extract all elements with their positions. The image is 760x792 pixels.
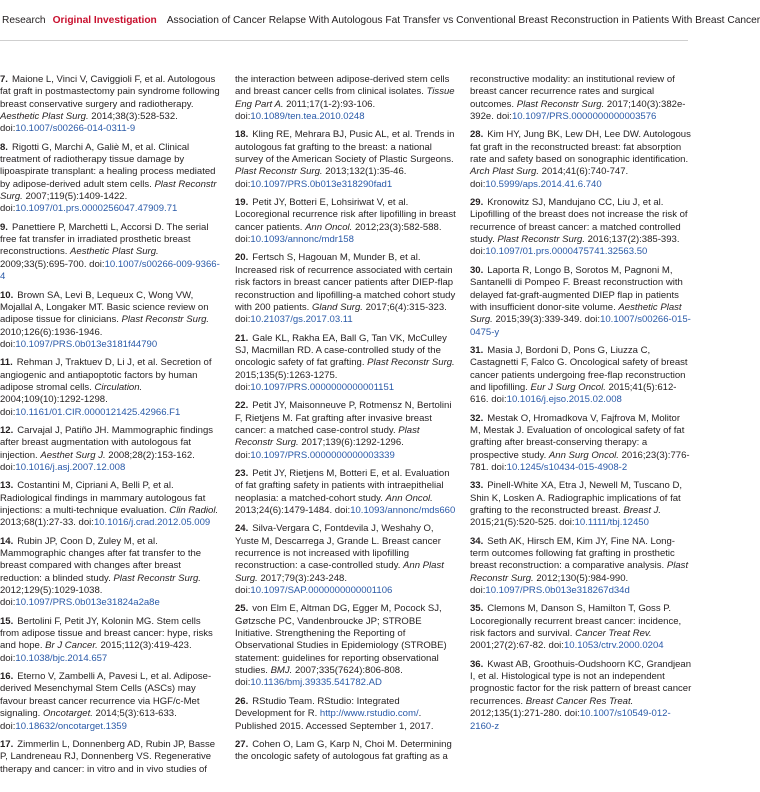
reference-doi-link[interactable]: 10.5999/aps.2014.41.6.740: [485, 178, 602, 190]
reference-journal: Plast Reconstr Surg.: [121, 314, 210, 326]
reference-citation: RStudio Team. RStudio: Integrated Development for R.: [235, 695, 400, 720]
reference-doi-link[interactable]: 10.1016/j.crad.2012.05.009: [93, 517, 211, 529]
reference-journal: Plast Reconstr Surg.: [235, 424, 420, 449]
reference-details: 2016;23(3):776-781. doi:: [470, 449, 690, 473]
reference-journal: Cancer Treat Rev.: [575, 628, 652, 640]
reference-number: 21.: [235, 332, 249, 344]
reference-number: 13.: [0, 480, 14, 492]
section-label: Research: [2, 14, 46, 26]
reference-number: 30.: [470, 264, 484, 276]
reference-journal: BMJ.: [270, 665, 293, 677]
reference-doi-link[interactable]: 10.1007/s00266-009-9366-4: [0, 258, 220, 283]
running-title: Association of Cancer Relapse With Autologous Fat Transfer vs Conventional Breast Reconstruction in Patients With Breast Cancer: [166, 14, 760, 26]
reference-trailing-text: . Published 2015. Accessed September 1, 2017.: [235, 708, 434, 732]
reference-entry: [235, 468, 457, 517]
reference-details: 2015;135(5):1263-1275. doi:: [235, 369, 338, 393]
reference-entry: [0, 425, 222, 474]
reference-number: 26.: [235, 695, 249, 707]
reference-entry: [0, 222, 222, 284]
reference-citation: Petit JY, Maisonneuve P, Rotmensz N, Bertolini F, Rietjens M. Fat grafting after invasive breast cancer: a matched case-control study.: [235, 400, 452, 436]
reference-doi-link[interactable]: 10.1136/bmj.39335.541782.AD: [250, 677, 382, 689]
reference-citation: Silva-Vergara C, Fontdevila J, Weshahy O, Yuste M, Descarrega J, Grande L. Breast cancer recurrence is not increased with lipofilling reconstruction: a case-controlled study.: [235, 523, 441, 572]
reference-citation: Seth AK, Hirsch EM, Kim JY, Fine NA. Long-term outcomes following fat grafting in prosthetic breast reconstruction: a comparative analysis.: [470, 535, 675, 572]
reference-details: 2015;112(3):419-423. doi:: [0, 640, 192, 664]
reference-journal: Ann Oncol.: [305, 221, 353, 233]
reference-doi-link[interactable]: http://www.rstudio.com/: [319, 708, 419, 720]
reference-doi-link[interactable]: 10.1093/annonc/mdr158: [250, 234, 354, 246]
reference-doi-link[interactable]: 10.1097/PRS.0b013e3181f44790: [15, 338, 158, 350]
reference-journal: Plast Reconstr Surg.: [367, 357, 455, 369]
reference-number: 17.: [0, 738, 14, 750]
reference-entry: [0, 536, 222, 610]
reference-number: 34.: [470, 535, 484, 547]
reference-doi-link[interactable]: 10.1097/PRS.0000000000001151: [250, 381, 395, 393]
reference-entry: [235, 74, 457, 123]
reference-doi-link[interactable]: 10.1097/PRS.0000000000003576: [511, 111, 657, 123]
reference-citation: Clemons M, Danson S, Hamilton T, Goss P. Locoregionally recurrent breast cancer: incidence, risk factors and survival.: [470, 603, 682, 640]
reference-details: 2013;24(6):1479-1484. doi:: [235, 505, 351, 516]
reference-citation: Petit JY, Rietjens M, Botteri E, et al. Evaluation of fat grafting safety in patients with intraepithelial neoplasia: a matched-cohort study.: [235, 467, 450, 504]
reference-journal: Aesthet Surg J.: [40, 449, 106, 461]
reference-journal: Ann Surg Oncol.: [548, 449, 619, 461]
reference-citation: Mestak O, Hromadkova V, Fajfrova M, Molitor M, Mestak J. Evaluation of oncological safety of fat grafting after breast-conserving therapy: a prospective study.: [470, 412, 685, 461]
reference-doi-link[interactable]: 10.1245/s10434-015-4908-2: [506, 461, 628, 473]
reference-doi-link[interactable]: 10.1007/s00266-014-0311-9: [15, 123, 136, 135]
reference-journal: Breast Cancer Res Treat.: [525, 695, 634, 707]
reference-journal: Breast J.: [623, 505, 662, 516]
reference-doi-link[interactable]: 10.1007/s10549-012-2160-z: [470, 708, 671, 732]
reference-number: 31.: [470, 344, 484, 356]
reference-number: 22.: [235, 400, 249, 412]
reference-column-3: [470, 74, 692, 739]
reference-number: 25.: [235, 603, 249, 615]
reference-journal: Br J Cancer.: [45, 640, 98, 652]
reference-doi-link[interactable]: 10.1093/annonc/mds660: [350, 505, 456, 516]
reference-entry: [235, 197, 457, 246]
reference-entry: [470, 197, 692, 259]
reference-details: 2016;137(2):385-393. doi:: [470, 234, 680, 258]
reference-details: 2017;139(6):1292-1296. doi:: [235, 437, 404, 461]
reference-details: 2008;28(2):153-162. doi:: [0, 449, 195, 473]
reference-entry: [0, 671, 222, 733]
reference-citation: Eterno V, Zambelli A, Pavesi L, et al. Adipose-derived Mesenchymal Stem Cells (ASCs) may favour breast cancer recurrence via HGF/c-Met signaling.: [0, 671, 212, 720]
reference-doi-link[interactable]: 10.1038/bjc.2014.657: [15, 652, 108, 664]
reference-details: 2015;39(3):339-349. doi:: [495, 314, 601, 326]
reference-number: 8.: [0, 141, 8, 153]
reference-journal: Aesthetic Plast Surg.: [70, 246, 159, 258]
reference-citation: Bertolini F, Petit JY, Kolonin MG. Stem cells from adipose tissue and breast cancer: hype, risks and hope.: [0, 615, 213, 652]
article-type-label: Original Investigation: [52, 14, 157, 26]
reference-details: 2015;41(5):612-616. doi:: [470, 381, 677, 406]
reference-details: 2017;6(4):315-323. doi:: [235, 301, 447, 326]
reference-entry: [0, 290, 222, 352]
reference-citation: Petit JY, Botteri E, Lohsiriwat V, et al. Locoregional recurrence risk after lipofilling in breast cancer patients.: [235, 197, 456, 233]
reference-doi-link[interactable]: 10.1097/PRS.0b013e31824a2a8e: [15, 597, 160, 609]
reference-number: 24.: [235, 523, 249, 535]
reference-column-2: [235, 74, 457, 770]
reference-number: 32.: [470, 412, 484, 424]
reference-column-1: [0, 74, 222, 782]
reference-entry: [470, 265, 692, 339]
reference-journal: Aesthetic Plast Surg.: [470, 301, 682, 326]
reference-entry: [470, 659, 692, 733]
reference-citation: Rigotti G, Marchi A, Galiè M, et al. Clinical treatment of radiotherapy tissue damage by lipoaspirate transplant: a healing process mediated by adipose-derived adult stem cells.: [0, 141, 216, 190]
reference-doi-link[interactable]: 10.1097/01.prs.0000256047.47909.71: [15, 203, 178, 215]
reference-entry: [235, 603, 457, 689]
reference-entry: [0, 74, 222, 136]
reference-number: 16.: [0, 671, 14, 683]
reference-doi-link[interactable]: 10.1097/PRS.0b013e318267d34d: [485, 585, 630, 597]
page-header: [0, 0, 760, 40]
reference-entry: [235, 129, 457, 191]
reference-entry: [470, 74, 692, 123]
reference-entry: [0, 142, 222, 216]
reference-journal: Plast Reconstr Surg.: [235, 166, 323, 178]
reference-doi-link[interactable]: 10.18632/oncotarget.1359: [15, 720, 127, 732]
reference-number: 9.: [0, 221, 8, 233]
reference-details: 2004;109(10):1292-1298. doi:: [0, 394, 108, 418]
reference-number: 35.: [470, 603, 484, 615]
reference-journal: Ann Plast Surg.: [235, 560, 444, 584]
reference-entry: [235, 523, 457, 597]
reference-number: 28.: [470, 129, 484, 141]
reference-citation: Gale KL, Rakha EA, Ball G, Tan VK, McCulley SJ, Macmillan RD. A case-controlled study of the oncologic safety of fat grafting.: [235, 332, 447, 369]
reference-entry: [470, 536, 692, 598]
reference-number: 36.: [470, 658, 484, 670]
reference-details: 2010;126(6):1936-1946. doi:: [0, 326, 103, 350]
reference-journal: Plast Reconstr Surg.: [113, 572, 201, 584]
reference-entry: [235, 739, 457, 764]
reference-entry: [470, 413, 692, 475]
reference-citation: Rubin JP, Coon D, Zuley M, et al. Mammographic changes after fat transfer to the breast compared with changes after breast reduction: a blinded study.: [0, 535, 202, 584]
reference-number: 11.: [0, 357, 13, 369]
reference-doi-link[interactable]: 10.1053/ctrv.2000.0204: [563, 640, 664, 652]
reference-details: 2012;130(5):984-990. doi:: [470, 572, 629, 597]
reference-citation: Kwast AB, Groothuis-Oudshoorn KC, Grandjean I, et al. Histological type is not an independent prognostic factor for the risk pattern of breast cancer recurrences.: [470, 658, 692, 707]
reference-journal: Circulation.: [94, 381, 143, 393]
reference-number: 15.: [0, 615, 14, 627]
reference-details: 2009;33(5):695-700. doi:: [0, 258, 105, 270]
reference-citation: Pinell-White XA, Etra J, Newell M, Tuscano D, Shin K, Losken A. Radiographic implications of fat grafting to the reconstructed breast.: [470, 480, 682, 516]
reference-journal: Clin Radiol.: [169, 505, 219, 516]
header-divider: [0, 40, 688, 41]
reference-number: 14.: [0, 535, 14, 547]
reference-journal: Gland Surg.: [311, 301, 363, 313]
reference-journal: Ann Oncol.: [385, 492, 433, 504]
reference-entry: [0, 357, 222, 419]
reference-number: 27.: [235, 738, 249, 750]
reference-journal: Plast Reconstr Surg.: [497, 234, 585, 246]
reference-journal: Plast Reconstr Surg.: [470, 560, 689, 584]
reference-number: 23.: [235, 467, 249, 479]
reference-number: 29.: [470, 197, 484, 209]
reference-number: 33.: [470, 480, 484, 492]
reference-details: 2017;79(3):243-248. doi:: [235, 572, 348, 597]
reference-doi-link[interactable]: 10.1097/01.prs.0000475741.32563.50: [485, 246, 648, 258]
reference-doi-link[interactable]: 10.1089/ten.tea.2010.0248: [250, 111, 365, 123]
reference-citation: reconstructive modality: an institutional review of breast cancer recurrence rates and surgical outcomes.: [470, 74, 675, 110]
reference-doi-link[interactable]: 10.1016/j.ejso.2015.02.008: [506, 394, 622, 406]
reference-citation: the interaction between adipose-derived stem cells and breast cancer cells from clinical isolates.: [235, 74, 450, 98]
reference-entry: [470, 480, 692, 529]
reference-details: 2014;38(3):528-532. doi:: [0, 111, 178, 135]
reference-citation: Kim HY, Jung BK, Lew DH, Lee DW. Autologous fat graft in the reconstructed breast: fat absorption rate and safety based on sonographic identification.: [470, 129, 691, 166]
reference-details: 2014;41(6):740-747. doi:: [470, 166, 629, 190]
reference-citation: Cohen O, Lam G, Karp N, Choi M. Determining the oncologic safety of autologous fat grafting as a: [235, 738, 452, 763]
reference-entry: [235, 696, 457, 733]
reference-journal: Plast Reconstr Surg.: [0, 178, 217, 203]
reference-doi-link[interactable]: 10.1007/s00266-015-0475-y: [470, 314, 691, 338]
reference-doi-link[interactable]: 10.1016/j.asj.2007.12.008: [15, 461, 126, 473]
reference-doi-link[interactable]: 10.1097/PRS.0b013e318290fad1: [250, 178, 393, 190]
reference-citation: Fertsch S, Hagouan M, Munder B, et al. Increased risk of recurrence associated with certain risk factors in breast cancer patients after DIEP-flap reconstruction and lipofilling-a matched cohort study with 200 patients.: [235, 252, 456, 313]
reference-citation: Maione L, Vinci V, Caviggioli F, et al. Autologous fat graft in postmastectomy pain syndrome following breast conservative surgery and radiotherapy.: [0, 74, 220, 110]
reference-journal: Eur J Surg Oncol.: [530, 381, 606, 393]
reference-details: 2012;129(5):1029-1038. doi:: [0, 585, 103, 609]
reference-doi-link[interactable]: 10.21037/gs.2017.03.11: [250, 314, 353, 326]
reference-details: 2013;132(1):35-46. doi:: [235, 166, 407, 190]
reference-details: 2015;21(5):520-525. doi:: [470, 517, 575, 529]
reference-details: 2014;5(3):613-633. doi:: [0, 708, 177, 732]
reference-doi-link[interactable]: 10.1161/01.CIR.0000121425.42966.F1: [15, 406, 181, 418]
reference-details: 2007;335(7624):806-808. doi:: [235, 665, 403, 689]
reference-citation: Costantini M, Cipriani A, Belli P, et al. Radiological findings in mammary autologous fat injections: a multi-technique evaluation.: [0, 480, 206, 516]
reference-entry: [470, 603, 692, 652]
reference-number: 12.: [0, 424, 14, 436]
reference-details: 2001;27(2):67-82. doi:: [470, 640, 564, 652]
reference-citation: von Elm E, Altman DG, Egger M, Pocock SJ, Gøtzsche PC, Vandenbroucke JP; STROBE Initiative. Strengthening the Reporting of Observational Studies in Epidemiology (STROBE) statement: guidelines for reporting observational studies.: [235, 603, 447, 677]
reference-entry: [470, 345, 692, 407]
reference-citation: Zimmerlin L, Donnenberg AD, Rubin JP, Basse P, Landreneau RJ, Donnenberg VS. Regenerative therapy and cancer: in vitro and in vivo studies of: [0, 738, 216, 775]
reference-citation: Brown SA, Levi B, Lequeux C, Wong VW, Mojallal A, Longaker MT. Basic science review on adipose tissue for clinicians.: [0, 289, 209, 326]
reference-journal: Plast Reconstr Surg.: [516, 98, 605, 110]
reference-details: 2012;135(1):271-280. doi:: [470, 708, 580, 720]
reference-doi-link[interactable]: 10.1097/SAP.0000000000001106: [250, 585, 393, 597]
reference-journal: Arch Plast Surg.: [470, 166, 539, 178]
reference-details: 2007;119(5):1409-1422. doi:: [0, 191, 128, 215]
reference-number: 19.: [235, 197, 249, 209]
reference-number: 7.: [0, 74, 8, 85]
reference-doi-link[interactable]: 10.1097/PRS.0000000000003339: [250, 449, 395, 461]
reference-entry: [0, 739, 222, 776]
reference-number: 18.: [235, 129, 249, 141]
reference-number: 20.: [235, 252, 249, 264]
reference-citation: Kling RE, Mehrara BJ, Pusic AL, et al. Trends in autologous fat grafting to the breast: a national survey of the American Society of Plastic Surgeons.: [235, 129, 455, 166]
reference-number: 10.: [0, 289, 14, 301]
reference-entry: [235, 333, 457, 395]
reference-entry: [235, 400, 457, 462]
reference-details: 2017;140(3):382e-392e. doi:: [470, 98, 686, 123]
reference-journal: Aesthetic Plast Surg.: [0, 111, 89, 123]
reference-citation: Kronowitz SJ, Mandujano CC, Liu J, et al. Lipofilling of the breast does not increase the risk of recurrence of breast cancer: a matched controlled study.: [470, 197, 688, 246]
reference-citation: Laporta R, Longo B, Sorotos M, Pagnoni M, Santanelli di Pompeo F. Breast reconstruction with delayed fat-graft-augmented DIEP flap in patients with insufficient donor-site volume.: [470, 264, 683, 313]
reference-entry: [0, 616, 222, 665]
reference-citation: Carvajal J, Patiño JH. Mammographic findings after breast augmentation with autologous fat injection.: [0, 424, 214, 461]
reference-journal: Oncotarget.: [43, 708, 93, 720]
reference-journal: Tissue Eng Part A.: [235, 86, 455, 110]
reference-citation: Masia J, Bordoni D, Pons G, Liuzza C, Castagnetti F, Falco G. Oncological safety of breast cancer patients undergoing free-flap reconstruction and lipofilling.: [470, 344, 688, 393]
reference-citation: Panettiere P, Marchetti L, Accorsi D. The serial free fat transfer in irradiated prosthetic breast reconstructions.: [0, 221, 209, 258]
reference-entry: [470, 129, 692, 191]
reference-details: 2012;23(3):582-588. doi:: [235, 221, 442, 246]
reference-details: 2013;68(1):27-33. doi:: [0, 517, 94, 529]
reference-details: 2011;17(1-2):93-106. doi:: [235, 98, 376, 123]
reference-citation: Rehman J, Traktuev D, Li J, et al. Secretion of angiogenic and antiapoptotic factors by human adipose stromal cells.: [0, 357, 212, 393]
reference-entry: [0, 480, 222, 529]
reference-doi-link[interactable]: 10.1111/tbj.12450: [574, 517, 649, 529]
reference-entry: [235, 252, 457, 326]
